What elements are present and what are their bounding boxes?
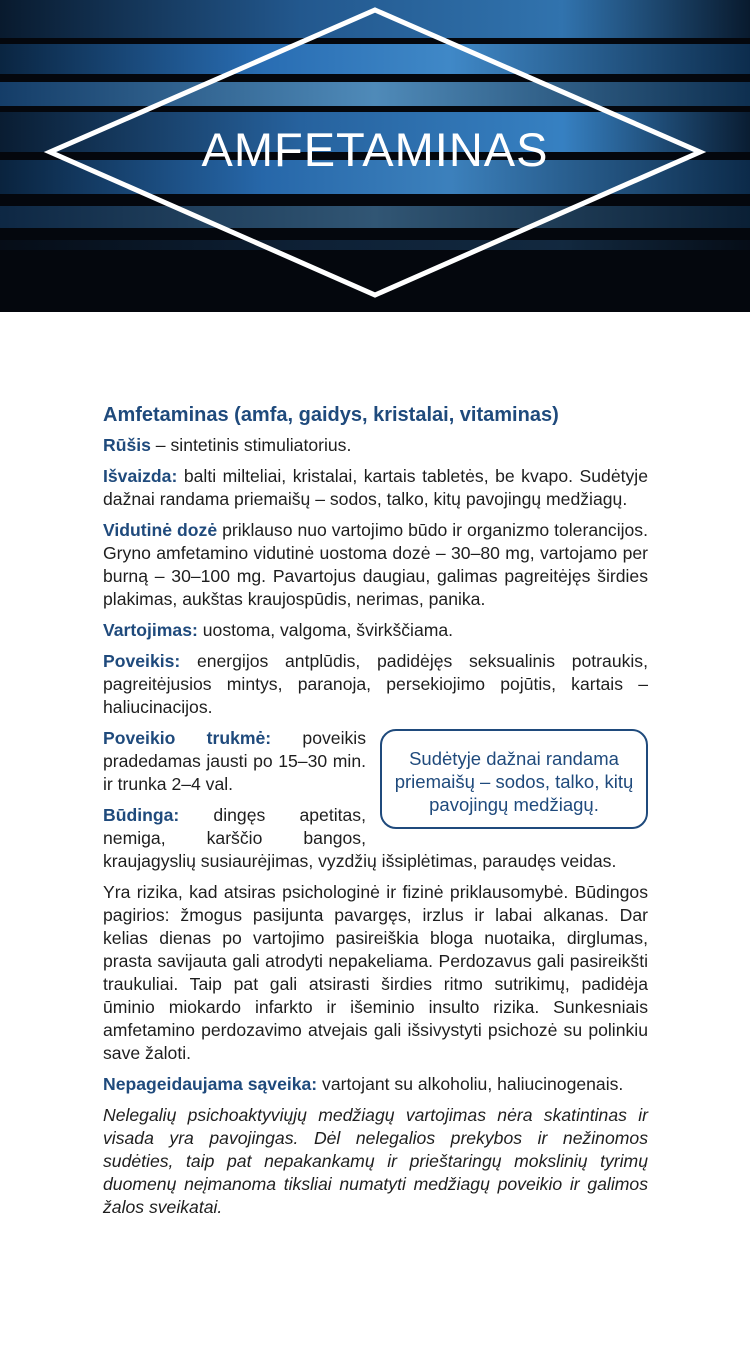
label-saveika: Nepageidaujama sąveika: (103, 1074, 318, 1094)
article-body (103, 402, 648, 1227)
text-saveika: vartojant su alkoholiu, haliucinogenais. (317, 1074, 624, 1094)
label-isvaizda: Išvaizda: (103, 466, 178, 486)
label-trukme: Poveikio trukmė: (103, 728, 272, 748)
disclaimer: Nelegalių psichoaktyviųjų medžiagų vartojimas nėra skatintinas ir visada yra pavojingas. Dėl nelegalios prekybos ir nežinomos sudėties, taip pat nepakankamų ir prieštaringų mokslinių tyrimų duomenų neįmanoma tiksliai numatyti medžiagų poveikio ir galimos žalos sveikatai. (103, 1105, 648, 1217)
text-poveikis: energijos antplūdis, padidėjęs seksualinis potraukis, pagreitėjusios mintys, paranoja, persekiojimo pojūtis, kartais – haliucinacijos. (103, 651, 648, 717)
header-banner (0, 0, 750, 312)
paragraph-isvaizda (103, 465, 648, 511)
label-doze: Vidutinė dozė (103, 520, 218, 540)
label-rusis: Rūšis (103, 435, 151, 455)
paragraph-rusis (103, 434, 648, 457)
paragraph-poveikis (103, 650, 648, 719)
paragraph-vartojimas (103, 619, 648, 642)
paragraph-rizika: Yra rizika, kad atsiras psichologinė ir fizinė priklausomybė. Būdingos pagirios: žmogus pasijunta pavargęs, irzlus ir labai alkanas. Dar kelias dienas po vartojimo pasireiškia bloga nuotaika, dirglumas, prasta savijauta gali atrodyti nepakeliama. Perdozavus gali pasireikšti traukuliai. Taip pat gali atsirasti širdies ritmo sutrikimų, padidėja ūminio miokardo infarkto ir išeminio insulto rizika. Sunkesniais amfetamino perdozavimo atvejais gali išsivystyti psichozė su polinkiu save žaloti. (103, 882, 648, 1063)
paragraph-doze (103, 519, 648, 611)
text-isvaizda: balti milteliai, kristalai, kartais tabletės, be kvapo. Sudėtyje dažnai randama priemaišų – sodos, talko, kitų pavojingų medžiagų. (103, 466, 648, 509)
paragraph-saveika (103, 1073, 648, 1096)
label-poveikis: Poveikis: (103, 651, 181, 671)
banner-title: AMFETAMINAS (201, 123, 549, 176)
text-trukme: poveikis pradedamas jausti po 15–30 min. ir trunka 2–4 val. (103, 728, 366, 794)
text-doze: priklauso nuo vartojimo būdo ir organizmo tolerancijos. Gryno amfetamino vidutinė uostoma dozė – 30–80 mg, vartojamo per burną – 30–100 mg. Pavartojus daugiau, galimas pagreitėjęs širdies plakimas, aukštas kraujospūdis, nerimas, panika. (103, 520, 648, 609)
article-heading: Amfetaminas (amfa, gaidys, kristalai, vitaminas) (103, 404, 559, 426)
text-vartojimas: uostoma, valgoma, švirkščiama. (197, 620, 454, 640)
label-vartojimas: Vartojimas: (103, 620, 198, 640)
text-rusis: – sintetinis stimuliatorius. (150, 435, 352, 455)
label-budinga: Būdinga: (103, 805, 180, 825)
text-budinga: dingęs apetitas, nemiga, karščio bangos, kraujagyslių susiaurėjimas, vyzdžių išsiplėtimas, paraudęs veidas. (103, 805, 617, 871)
callout-box: Sudėtyje dažnai randama priemaišų – sodos, talko, kitų pavojingų medžiagų. (380, 729, 648, 829)
